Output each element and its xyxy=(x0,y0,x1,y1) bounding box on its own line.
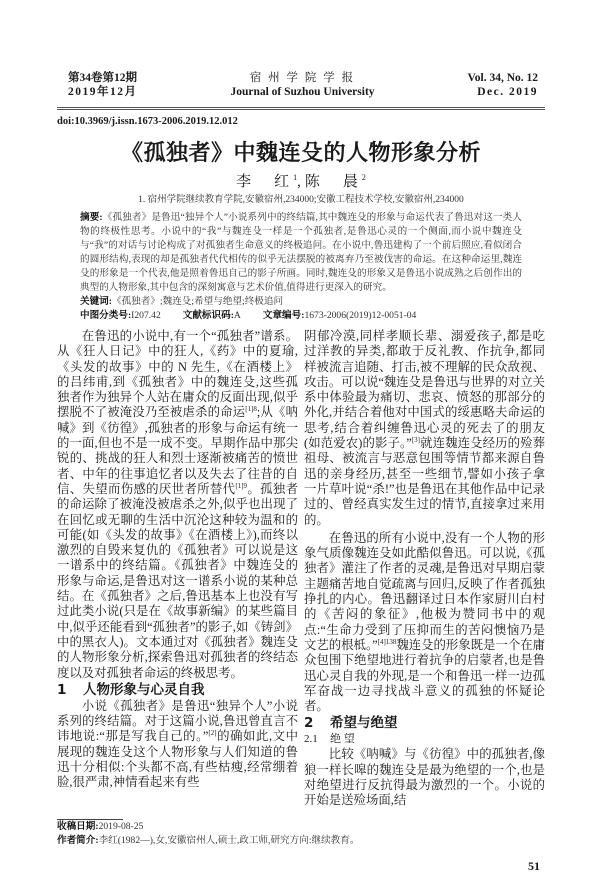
body-column-left xyxy=(57,329,298,791)
journal-name-en: Journal of Suzhou University xyxy=(230,86,375,98)
abstract xyxy=(80,211,522,295)
body-paragraph xyxy=(57,699,298,791)
abstract-label: 摘要: xyxy=(80,212,103,223)
body-column-right xyxy=(304,329,545,809)
paragraph-text: 就连魏连殳经历的殓葬祖母、被流言与恶意包围等情节都来源自鲁迅的亲身经历,甚至一些细节,譬如小孩子拿一片草叶说“杀!”也是鲁迅在其他作品中记录过的、曾经真实发生过的情节,直接拿过来用的。 xyxy=(304,436,545,527)
paragraph-text: 。孤独者的命运除了被淹没被虐杀之外,似乎也出现了在回忆或无聊的生活中沉沦这种较为温和的可能(如《头发的故事》《在酒楼上》),而终以激烈的自毁来复仇的《孤独者》可以说是这一谱系中的终结篇。《孤独者》中魏连殳的形象与命运,是鲁迅对这一谱系小说的某种总结。在《孤独者》之后,鲁迅基本上也没有写过此类小说(只是在《故事新编》的某些篇目中,似乎还能看到“孤独者”的影子,如《铸剑》中的黑衣人)。文本通过对《孤独者》魏连殳的人物形象分析,探索鲁迅对孤独者的终结态度以及对孤独者命运的终极思考。 xyxy=(57,481,299,680)
received-value: 2019-08-25 xyxy=(98,820,144,832)
doi[interactable]: doi:10.3969/j.issn.1673-2006.2019.12.012 xyxy=(57,116,238,127)
citation[interactable]: [1]8 xyxy=(245,405,257,414)
citation[interactable]: [3] xyxy=(411,435,420,444)
paragraph-text: ;从《呐喊》到《彷徨》,孤独者的形象与命运有统一的一面,但也不是一成不变。早期作品中那尖锐的、挑战的狂人和烈士逐渐被痛苦的愤世者、中年的往事追忆者以及失去了往昔的自信、失望而伤感的厌世者所替代 xyxy=(57,405,298,496)
received-date xyxy=(57,820,545,834)
date-cn: 2019年12月 xyxy=(68,86,138,98)
article-no-value: 1673-2006(2019)12-0051-04 xyxy=(304,310,417,321)
body-paragraph-continued xyxy=(304,329,545,528)
affiliation: 1. 宿州学院继续教育学院,安徽宿州,234000;安徽工程技术学校,安徽宿州,234000 xyxy=(138,195,464,205)
paragraph-text: 的确如此,文中展现的魏连殳这个人物形象与人们知道的鲁迅十分相似:个头都不高,有些枯瘦,经常绷着脸,很严肃,神情看起来有些 xyxy=(57,729,298,790)
author-separator: , xyxy=(297,174,305,190)
keywords xyxy=(80,295,522,309)
bio-label: 作者简介: xyxy=(57,834,99,846)
paragraph-text: 在鲁迅的所有小说中,没有一个人物的形象气质像魏连殳如此酷似鲁迅。可以说,《孤独者》灌注了作者的灵魂,是鲁迅对早期启蒙主题痛苦地自觉疏离与回归,反映了作者孤独挣扎的内心。鲁迅翻译过日本作家厨川白村的《苦闷的象征》,他极为赞同书中的观点:“生命力受到了压抑而生的苦闷懊恼乃是文艺的根柢。” xyxy=(304,530,545,652)
author-name: 陈 晨 xyxy=(304,174,362,190)
abstract-text: 《孤独者》是鲁迅“独异个人”小说系列中的终结篇,其中魏连殳的形象与命运代表了鲁迅对这一类人物的终极性思考。小说中的“我”与魏连殳一样是一个孤独者,是鲁迅心灵的一个侧面,而小说中魏连殳与“我”的对话与讨论构成了对孤独者生命意义的终极追问。在小说中,鲁迅建构了一个前后照应,看似闭合的圆形结构,表现的却是孤独者代代相传的似乎无法摆脱的被离弃乃至被伐害的命运。在这种命运里,魏连殳的形象是一个代表,他是照着鲁迅自己的影子所画。同时,魏连殳的形象又是鲁迅小说成熟之后创作出的典型的人物形象,其中包含的深刻寓意与艺术价值,值得进行更深入的研究。 xyxy=(80,212,522,293)
running-header-center xyxy=(230,71,374,99)
authors xyxy=(57,173,545,192)
keywords-label: 关键词: xyxy=(80,296,112,307)
section-heading-2 xyxy=(304,714,545,732)
journal-name-cn: 宿 州 学 院 学 报 xyxy=(249,72,356,84)
date-en: Dec. 2019 xyxy=(477,86,538,98)
clc-label: 中图分类号: xyxy=(80,310,132,321)
doc-code-value: A xyxy=(233,310,241,321)
citation[interactable]: [1]9 xyxy=(235,481,248,490)
section-title: 人物形象与心灵自我 xyxy=(83,681,205,698)
clc-value: I207.42 xyxy=(131,310,161,321)
section-title: 希望与绝望 xyxy=(330,715,398,732)
doc-code-label: 文献标识码: xyxy=(182,310,234,321)
author-affiliation-mark: 1 xyxy=(293,173,298,182)
citation[interactable]: [4]138 xyxy=(377,637,397,646)
article-title: 《孤独者》中魏连殳的人物形象分析 xyxy=(120,140,481,165)
body-paragraph xyxy=(57,329,298,681)
author-bio xyxy=(57,834,545,848)
running-header-right xyxy=(468,71,539,99)
page-number: 51 xyxy=(528,858,540,873)
running-header xyxy=(57,71,545,99)
volume-issue-en: Vol. 34, No. 12 xyxy=(467,72,538,84)
section-number: 1 xyxy=(57,681,67,698)
paragraph-text: 在鲁迅的小说中,有一个“孤独者”谱系。从《狂人日记》中的狂人,《药》中的夏瑜,《头发的故事》中的 N 先生,《在酒楼上》的吕纬甫,到《孤独者》中的魏连殳,这些孤独者作为独异个人站在庸众的反面出现,似乎摆脱不了被淹没乃至被虐杀的命运 xyxy=(57,329,298,420)
body-paragraph xyxy=(304,531,545,715)
classification-line xyxy=(80,309,522,323)
body-paragraph: 比较《呐喊》与《彷徨》中的孤独者,像狼一样长嗥的魏连殳是最为绝望的一个,也是对绝望进行反抗得最为激烈的一个。小说的开始是送殓场面,结 xyxy=(304,747,545,808)
subsection-title: 绝 望 xyxy=(330,733,355,746)
author-affiliation-mark: 2 xyxy=(361,173,366,182)
paragraph-text: 小说《孤独者》是鲁迅“独异个人”小说系列的终结篇。对于这篇小说,鲁迅曾直言不讳地说:“那是写我自己的。” xyxy=(57,698,298,744)
header-double-rule xyxy=(57,107,545,110)
author-name: 李 红 xyxy=(236,174,294,190)
paragraph-text: 魏连殳的形象既是一个在庸众包围下绝望地进行着抗争的启蒙者,也是鲁迅心灵自我的外现,是一个和鲁迅一样一边孤军奋战一边寻找战斗意义的孤独的怀疑论者。 xyxy=(304,637,546,714)
section-heading-1 xyxy=(57,681,298,699)
received-label: 收稿日期: xyxy=(57,820,99,832)
section-number: 2 xyxy=(304,715,314,732)
bio-text: 李红(1982—),女,安徽宿州人,硕士,政工师,研究方向:继续教育。 xyxy=(98,834,360,846)
subsection-number: 2.1 xyxy=(304,733,318,746)
citation[interactable]: [2] xyxy=(208,729,217,738)
running-header-left xyxy=(68,71,138,99)
paragraph-text: 阴郁冷漠,同样孝顺长辈、溺爱孩子,都是吃过洋教的异类,都敢于反礼教、作抗争,都同样被流言追随、打击,被不理解的民众敌视、攻击。可以说“魏连殳是鲁迅与世界的对立关系中体验最为痛切、悲哀、愤怒的那部分的外化,并结合着他对中国式的绥惠略夫命运的思考,结合着纠缠鲁迅心灵的死去了的朋友(如范爱农)的影子。” xyxy=(304,329,545,451)
subsection-heading-2-1 xyxy=(304,732,545,747)
article-no-label: 文章编号: xyxy=(262,310,305,321)
volume-issue-cn: 第34卷第12期 xyxy=(68,72,137,84)
keywords-text: 《孤独者》;魏连殳;希望与绝望;终极追问 xyxy=(111,296,284,307)
body-columns xyxy=(57,329,545,809)
